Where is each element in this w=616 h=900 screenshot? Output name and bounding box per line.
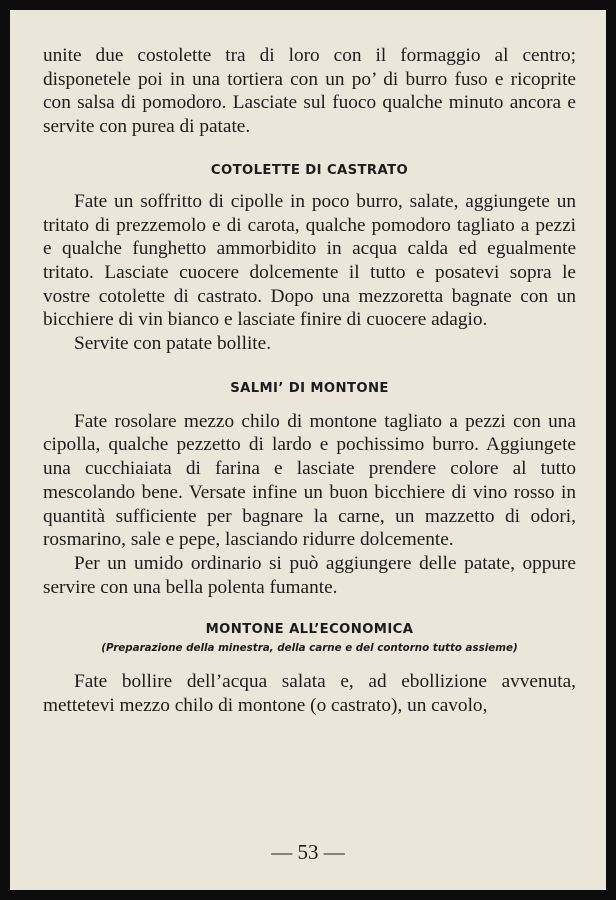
recipe-paragraph: Fate rosolare mezzo chilo di montone tagliato a pezzi con una cipolla, qualche pezzetto di lardo e pochissimo burro. Aggiungete una cucchiaiata di farina e lasciate prendere colore al tutto mescolando bene. Versate infine un buon bicchiere di vino rosso in quantità sufficiente per bagnare la carne, un mazzetto di odori, rosmarino, sale e pepe, lasciando ridurre dolcemente.	[43, 410, 576, 551]
recipe-title-montone: MONTONE ALL’ECONOMICA	[205, 622, 414, 638]
recipe-title-cotolette: COTOLETTE DI CASTRATO	[210, 162, 409, 178]
book-page	[10, 10, 606, 890]
recipe-title-salmi: SALMI’ DI MONTONE	[230, 380, 389, 396]
recipe-paragraph: Per un umido ordinario si può aggiungere delle patate, oppure servire con una bella polenta fumante.	[43, 552, 576, 598]
recipe-subtitle: (Preparazione della minestra, della carne e del contorno tutto assieme)	[101, 642, 518, 655]
recipe-paragraph: Fate bollire dell’acqua salata e, ad ebollizione avvenuta, mettetevi mezzo chilo di montone (o castrato), un cavolo,	[43, 671, 576, 717]
intro-paragraph: unite due costolette tra di loro con il formaggio al centro; disponetele poi in una tortiera con un po’ di burro fuso e ricoprite con salsa di pomodoro. Lasciate sul fuoco qualche minuto ancora e servite con purea di patate.	[43, 45, 576, 138]
page-number: — 53 —	[271, 840, 345, 864]
recipe-paragraph: Servite con patate bollite.	[74, 333, 272, 355]
recipe-paragraph: Fate un soffritto di cipolle in poco burro, salate, aggiungete un tritato di prezzemolo e di carota, qualche pomodoro tagliato a pezzi e qualche funghetto ammorbidito in acqua calda ed egualmente tritato. Lasciate cuocere dolcemente il tutto e posatevi sopra le vostre cotolette di castrato. Dopo una mezzoretta bagnate con un bicchiere di vin bianco e lasciate finire di cuocere adagio.	[43, 190, 576, 331]
